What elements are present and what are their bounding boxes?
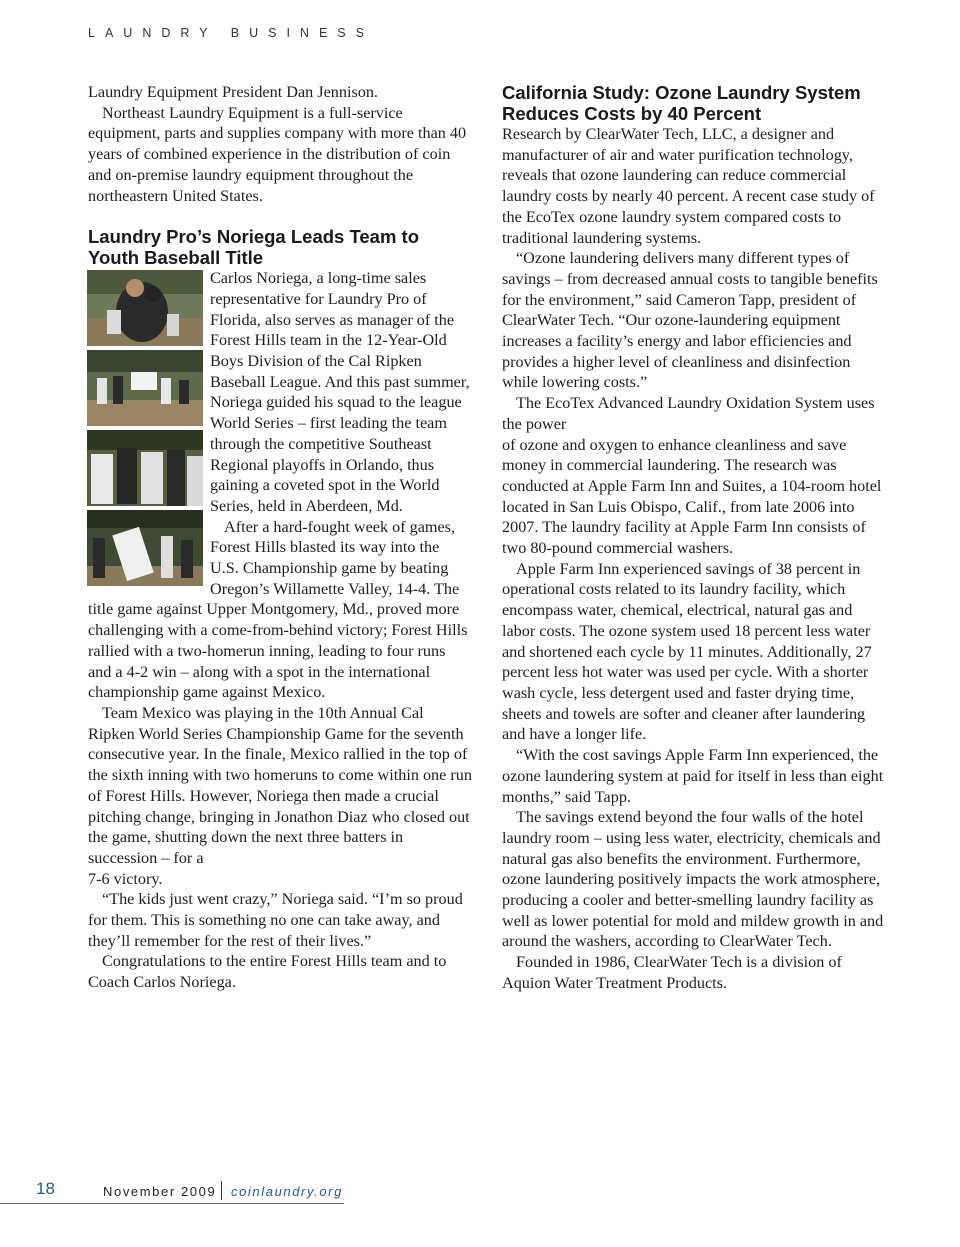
photo-team-banner	[87, 510, 203, 586]
paragraph: Carlos Noriega, a long-time sales representative for Laundry Pro of Florida, also serves as manager of the Forest Hills team in the 12-Year-Old Boys Division of the Cal Ripken Baseball League. And this past summer, Noriega guided his squad to the league World Series – first leading the team through the competitive Southeast Regional playoffs in Orlando, thus gaining a coveted spot in the World Series, held in Aberdeen, Md.	[210, 269, 470, 515]
paragraph: “Ozone laundering delivers many different types of savings – from decreased annual costs to tangible benefits for the environment,” said Cameron Tapp, president of ClearWater Tech. “Our ozone-laundering equipment increases a facility’s energy and labor efficiencies and provides a higher level of cleanliness and disinfection while lowering costs.”	[502, 249, 878, 392]
section-label: LAUNDRY BUSINESS	[88, 26, 374, 40]
paragraph: Congratulations to the entire Forest Hills team and to Coach Carlos Noriega.	[88, 952, 447, 992]
paragraph: After a hard-fought week of games, Forest Hills blasted its way into the U.S. Championship game by beating Oregon’s Willamette Valley, 14-4. The title game against Upper Montgomery, Md., proved more challenging with a come-from-behind victory; Forest Hills rallied with a two-homerun inning, leading to four runs and a 4-2 win – along with a spot in the international championship game against Mexico.	[88, 517, 468, 702]
paragraph: Research by ClearWater Tech, LLC, a designer and manufacturer of air and water purification technology, reveals that ozone laundering can reduce commercial laundry costs by nearly 40 percent. A recent case study of the EcoTex ozone laundry system compared costs to traditional laundering systems.	[502, 125, 875, 247]
paragraph: of ozone and oxygen to enhance cleanliness and save money in commercial laundering. The research was conducted at Apple Farm Inn and Suites, a 104-room hotel located in San Luis Obispo, Calif., from late 2006 into 2007. The laundry facility at Apple Farm Inn consists of two 80-pound commercial washers.	[502, 435, 882, 558]
footer-divider	[221, 1181, 222, 1200]
footer-rule	[0, 1203, 344, 1204]
article-title-noriega: Laundry Pro’s Noriega Leads Team to Youth Baseball Title	[88, 226, 420, 269]
website-link[interactable]: coinlaundry.org	[231, 1184, 343, 1199]
paragraph: Northeast Laundry Equipment is a full-service equipment, parts and supplies company with more than 40 years of combined experience in the distribution of coin and on-premise laundry equipment throughout the northeastern United States.	[88, 103, 467, 205]
page-footer	[0, 1177, 960, 1217]
photo-coach-hug	[87, 270, 203, 346]
paragraph: Apple Farm Inn experienced savings of 38 percent in operational costs related to its laundry facility, which encompass water, chemical, electrical, natural gas and labor costs. The ozone system used 18 percent less water and shortened each cycle by 11 minutes. Additionally, 27 percent less hot water was used per cycle. With a shorter wash cycle, less detergent used and faster drying time, sheets and towels are softer and cleaner after laundering and have a longer life.	[502, 559, 872, 744]
paragraph: The EcoTex Advanced Laundry Oxidation System uses the power	[502, 394, 875, 433]
paragraph: Laundry Equipment President Dan Jennison.	[88, 83, 378, 101]
paragraph: “With the cost savings Apple Farm Inn experienced, the ozone laundering system at paid for itself in less than eight months,” said Tapp.	[502, 746, 884, 806]
photo-team-running	[87, 350, 203, 426]
paragraph: “The kids just went crazy,” Noriega said. “I’m so proud for them. This is something no one can take away, and they’ll remember for the rest of their lives.”	[88, 890, 463, 950]
article-title-ozone: California Study: Ozone Laundry System Reduces Costs by 40 Percent	[502, 82, 861, 124]
paragraph: Founded in 1986, ClearWater Tech is a division of Aquion Water Treatment Products.	[502, 953, 842, 992]
paragraph: The savings extend beyond the four walls of the hotel laundry room – using less water, electricity, chemicals and natural gas also benefits the environment. Furthermore, ozone laundering positively impacts the work atmosphere, producing a cooler and better-smelling laundry facility as well as lower potential for mold and mildew growth in and around the washers, according to ClearWater Tech.	[502, 808, 884, 951]
photo-strip	[87, 270, 206, 590]
paragraph: 7-6 victory.	[88, 869, 163, 888]
left-column	[88, 82, 472, 993]
page-number: 18	[36, 1179, 55, 1198]
issue-date: November 2009	[103, 1184, 217, 1199]
paragraph: Team Mexico was playing in the 10th Annual Cal Ripken World Series Championship Game for the seventh consecutive year. In the finale, Mexico rallied in the top of the sixth inning with two homeruns to come within one run of Forest Hills. However, Noriega then made a crucial pitching change, bringing in Jonathon Diaz who closed out the game, shutting down the next three batters in succession – for a	[88, 703, 472, 867]
photo-team-huddle	[87, 430, 203, 506]
right-column	[502, 82, 886, 994]
